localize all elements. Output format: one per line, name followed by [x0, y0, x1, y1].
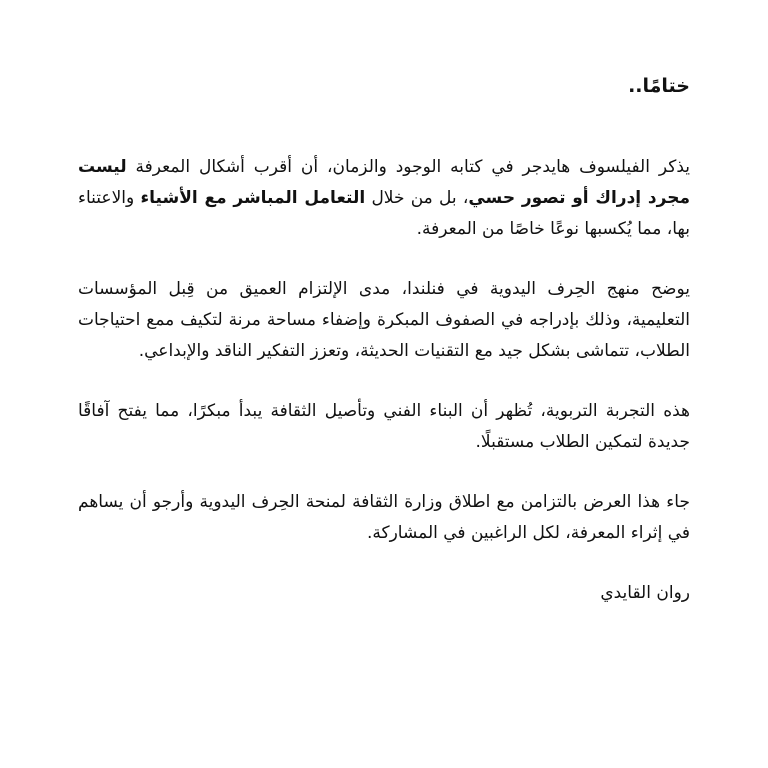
bold-phrase: التعامل المباشر مع الأشياء — [140, 188, 366, 208]
paragraph-ministry-grant: جاء هذا العرض بالتزامن مع اطلاق وزارة الثقافة لمنحة الحِرف اليدوية وأرجو أن يساهم في إثراء المعرفة، لكل الراغبين في المشاركة. — [78, 492, 690, 543]
paragraph-heidegger — [78, 152, 690, 245]
paragraph-text: يذكر الفيلسوف هايدجر في كتابه الوجود والزمان، أن أقرب أشكال المعرفة — [126, 157, 690, 177]
paragraph-text: ، بل من خلال — [365, 188, 469, 208]
paragraph-finland-curriculum: يوضح منهج الحِرف اليدوية في فنلندا، مدى الإلتزام العميق من قِبل المؤسسات التعليمية، وذلك بإدراجه في الصفوف المبكرة وإضفاء مساحة مرنة لتكيف ممع احتياجات الطلاب، تتماشى بشكل جيد مع التقنيات الحديثة، وتعزز التفكير الناقد والإبداعي. — [78, 279, 690, 361]
bold-phrase: ليست مجرد إدراك أو تصور حسي — [78, 157, 690, 208]
document-page — [78, 68, 690, 609]
paragraph-text: والاعتناء بها، مما يُكسبها نوعًا خاصًا من المعرفة. — [78, 188, 690, 239]
paragraph-educational-experience: هذه التجربة التربوية، تُظهر أن البناء الفني وتأصيل الثقافة يبدأ مبكرًا، مما يفتح آفاقًا جديدة لتمكين الطلاب مستقبلًا. — [78, 401, 690, 452]
author-signature: روان القايدي — [600, 583, 690, 603]
page-title: ختامًا.. — [628, 75, 690, 97]
